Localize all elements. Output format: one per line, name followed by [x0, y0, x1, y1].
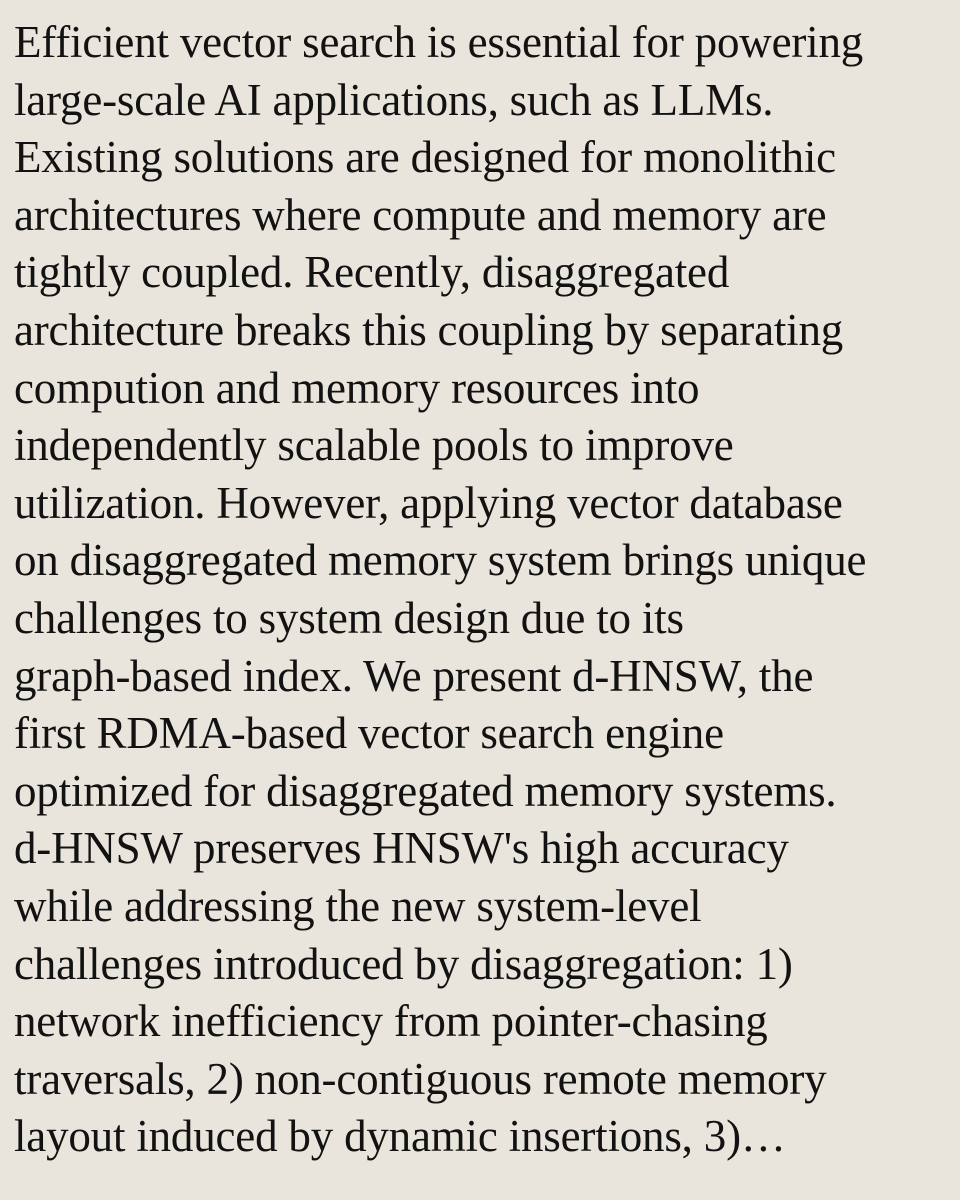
abstract-text: [14, 14, 960, 1166]
text-line-5: tightly coupled. Recently, disaggregated: [14, 247, 730, 298]
text-line-14: optimized for disaggregated memory systems.: [14, 765, 837, 816]
text-line-17: challenges introduced by disaggregation: 1): [14, 938, 793, 989]
text-line-16: while addressing the new system-level: [14, 880, 702, 931]
text-line-8: independently scalable pools to improve: [14, 420, 734, 471]
text-line-3: Existing solutions are designed for monolithic: [14, 132, 836, 183]
text-line-1: Efficient vector search is essential for powering: [14, 17, 864, 67]
text-line-11: challenges to system design due to its: [14, 592, 684, 643]
text-line-13: first RDMA-based vector search engine: [14, 708, 724, 759]
text-line-2: large-scale AI applications, such as LLMs.: [14, 74, 774, 125]
text-line-10: on disaggregated memory system brings unique: [14, 535, 867, 586]
text-line-4: architectures where compute and memory are: [14, 189, 827, 240]
text-line-19: traversals, 2) non-contiguous remote memory: [14, 1053, 827, 1104]
text-line-12: graph-based index. We present d-HNSW, the: [14, 650, 814, 701]
text-line-6: architecture breaks this coupling by separating: [14, 304, 844, 355]
text-line-18: network inefficiency from pointer-chasing: [14, 996, 768, 1047]
text-line-20: layout induced by dynamic insertions, 3)…: [14, 1111, 786, 1162]
text-line-9: utilization. However, applying vector database: [14, 477, 843, 528]
text-line-15: d-HNSW preserves HNSW's high accuracy: [14, 823, 789, 874]
text-line-7: compution and memory resources into: [14, 362, 700, 413]
